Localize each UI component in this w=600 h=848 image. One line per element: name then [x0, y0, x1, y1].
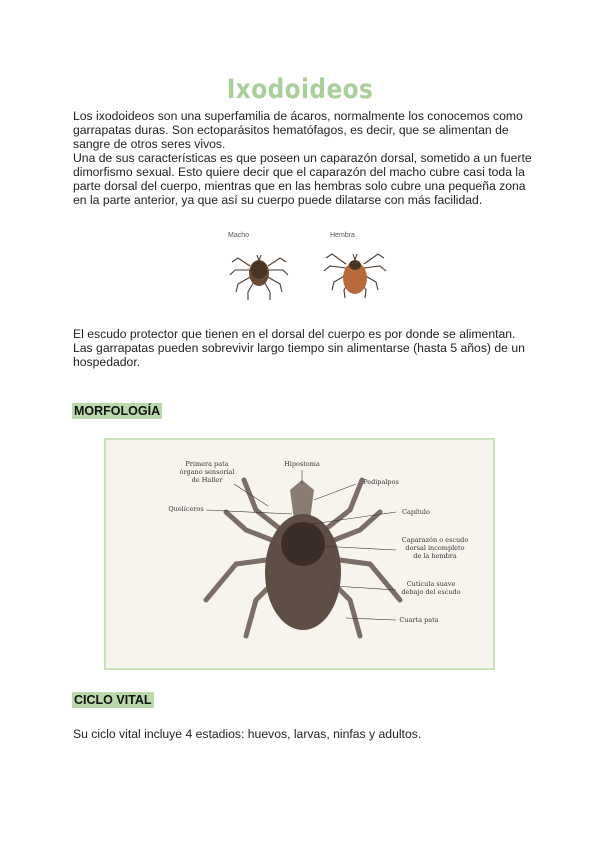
tick-body-icon: [265, 480, 341, 630]
tick-pair-illustration: [222, 228, 392, 313]
label-primera-pata: Primera pata órgano sensorial de Haller: [179, 460, 235, 484]
label-hipostoma: Hipostoma: [284, 460, 320, 468]
escudo-section: [73, 327, 533, 369]
ciclo-vital-heading: CICLO VITAL: [74, 693, 152, 707]
label-caparazon: Caparazón o escudo dorsal incompleto de la hembra: [401, 536, 469, 560]
escudo-paragraph: El escudo protector que tienen en el dorsal del cuerpo es por donde se alimentan.: [73, 327, 516, 341]
intro-paragraph: Una de sus características es que poseen un caparazón dorsal, sometido a un fuerte dimorfismo sexual. Esto quiere decir que el caparazón del macho cubre casi toda la parte dorsal del cuerpo, mientras que en las hembras solo cubre una pequeña zona en la parte anterior, ya que así su cuerpo puede dilatarse con más facilidad.: [73, 151, 532, 207]
female-tick-icon: [324, 254, 386, 298]
escudo-paragraph: Las garrapatas pueden sobrevivir largo tiempo sin alimentarse (hasta 5 años) de un hospedador.: [73, 341, 525, 369]
morfologia-heading: MORFOLOGÍA: [74, 404, 161, 418]
ciclo-vital-text: Su ciclo vital incluye 4 estadios: huevos, larvas, ninfas y adultos.: [73, 727, 422, 741]
label-cuticula: Cutícula suave debajo del escudo: [401, 580, 461, 596]
label-pedipalpos: Pedipalpos: [363, 478, 399, 486]
female-label: Hembra: [330, 232, 355, 239]
label-queliceros: Quelíceros: [168, 505, 204, 513]
label-capitulo: Capítulo: [402, 508, 430, 516]
male-label: Macho: [228, 232, 250, 239]
document-title: Ixodoideos: [226, 74, 374, 105]
intro-paragraph: Los ixodoideos son una superfamilia de ácaros, normalmente los conocemos como garrapatas duras. Son ectoparásitos hematófagos, es decir, que se alimentan de sangre de otros seres vivos.: [73, 109, 523, 151]
morphology-diagram: [104, 438, 495, 670]
label-cuarta-pata: Cuarta pata: [399, 616, 439, 624]
tick-dimorphism-figure: [222, 228, 392, 313]
male-tick-icon: [230, 255, 288, 300]
intro-section: [73, 109, 533, 207]
